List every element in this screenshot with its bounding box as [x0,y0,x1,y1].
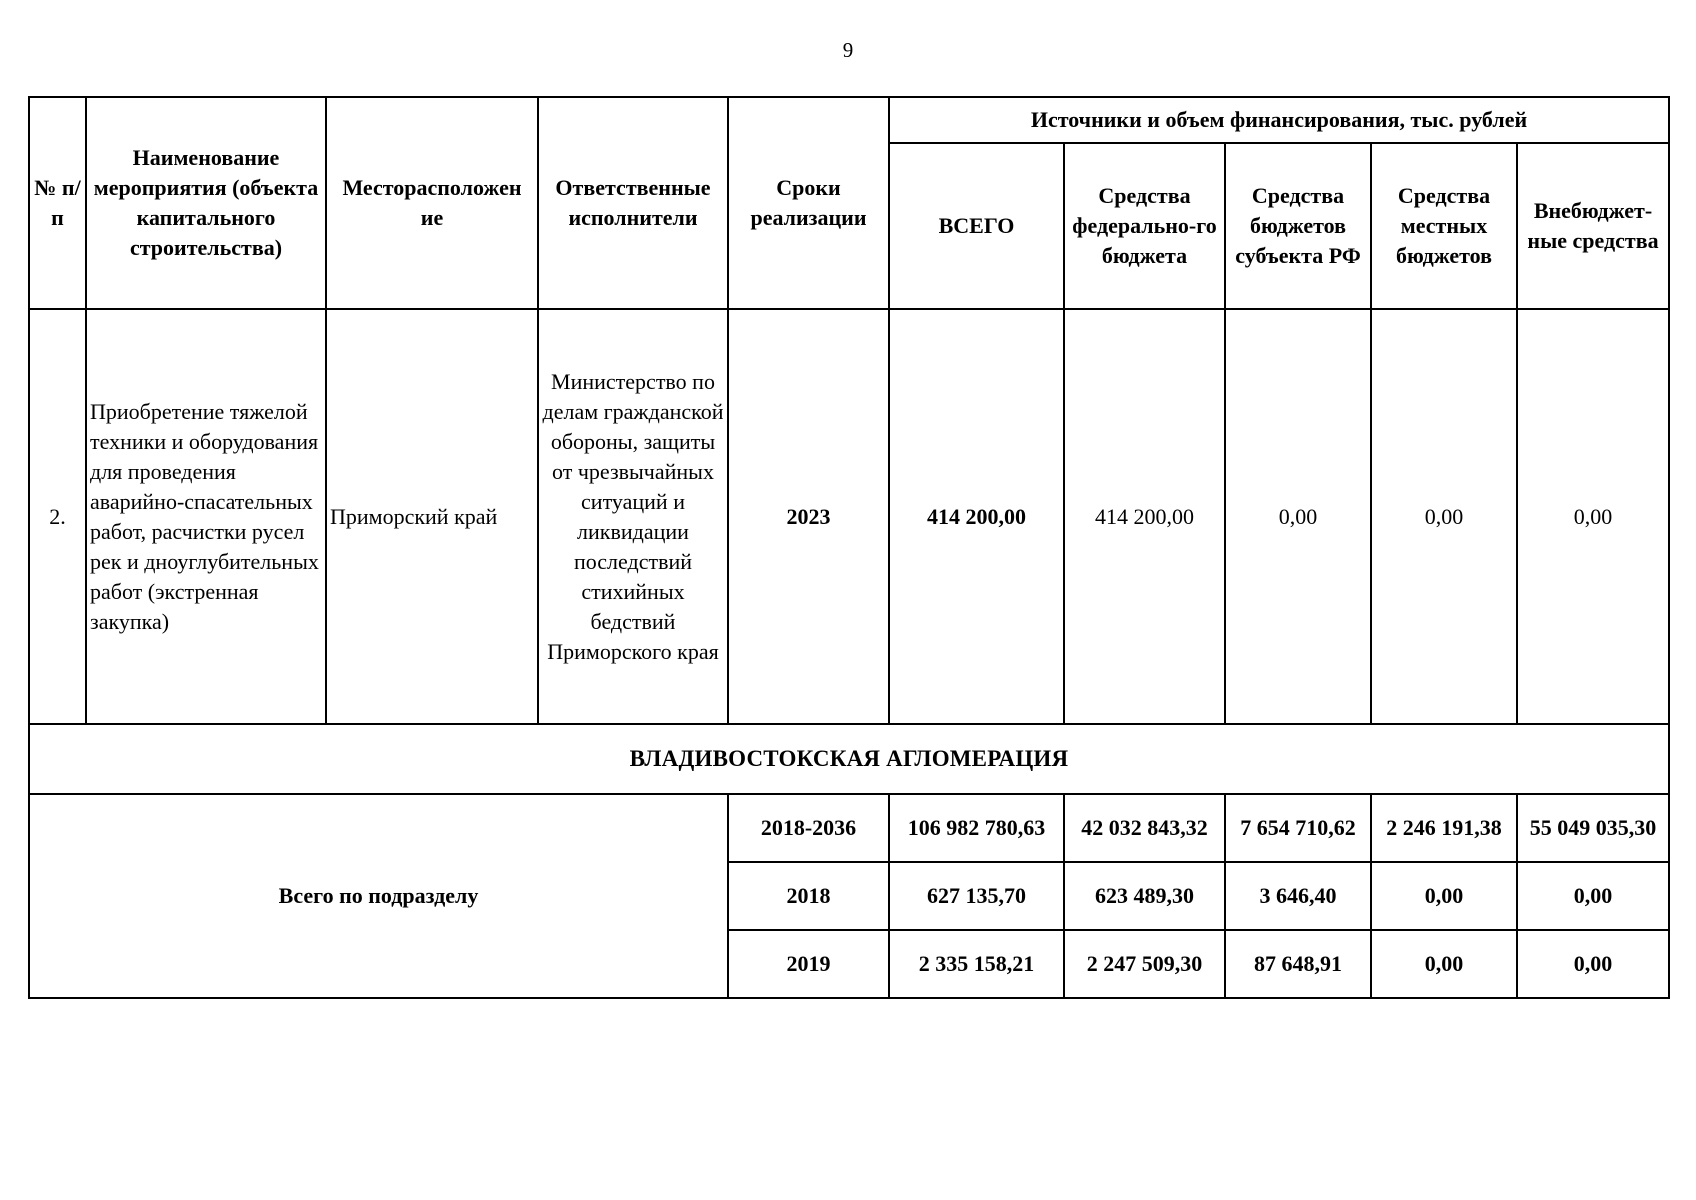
subtotal-federal: 42 032 843,32 [1064,794,1225,862]
row-extra: 0,00 [1517,309,1669,724]
subtotal-subject: 7 654 710,62 [1225,794,1371,862]
header-federal: Средства федерально-го бюджета [1064,143,1225,309]
table-row [29,309,1669,724]
row-federal: 414 200,00 [1064,309,1225,724]
subtotal-extra: 0,00 [1517,862,1669,930]
subtotal-federal: 2 247 509,30 [1064,930,1225,998]
header-terms: Сроки реализации [728,97,889,309]
header-funding-group: Источники и объем финансирования, тыс. рублей [889,97,1669,143]
subtotal-total: 627 135,70 [889,862,1064,930]
row-responsible: Министерство по делам гражданской обороны, защиты от чрезвычайных ситуаций и ликвидации последствий стихийных бедствий Приморского края [538,309,728,724]
header-responsible: Ответственные исполнители [538,97,728,309]
subtotal-local: 0,00 [1371,930,1517,998]
subtotal-label: Всего по подразделу [29,794,728,998]
subtotal-period: 2019 [728,930,889,998]
row-total: 414 200,00 [889,309,1064,724]
row-local: 0,00 [1371,309,1517,724]
subtotal-extra: 55 049 035,30 [1517,794,1669,862]
section-title: ВЛАДИВОСТОКСКАЯ АГЛОМЕРАЦИЯ [29,724,1669,794]
row-num: 2. [29,309,86,724]
subtotal-period: 2018 [728,862,889,930]
subtotal-period: 2018-2036 [728,794,889,862]
subtotal-subject: 87 648,91 [1225,930,1371,998]
header-row-1 [29,97,1669,143]
page-number: 9 [842,38,854,62]
subtotal-extra: 0,00 [1517,930,1669,998]
subtotal-total: 106 982 780,63 [889,794,1064,862]
subtotal-row [29,794,1669,862]
row-location: Приморский край [326,309,538,724]
section-row [29,724,1669,794]
row-subject: 0,00 [1225,309,1371,724]
header-extra: Внебюджет-ные средства [1517,143,1669,309]
header-local: Средства местных бюджетов [1371,143,1517,309]
header-num: № п/п [29,97,86,309]
row-terms: 2023 [728,309,889,724]
subtotal-total: 2 335 158,21 [889,930,1064,998]
row-name: Приобретение тяжелой техники и оборудования для проведения аварийно-спасательных работ, расчистки русел рек и дноуглубительных работ (экстренная закупка) [86,309,326,724]
header-location: Месторасположен ие [326,97,538,309]
header-total: ВСЕГО [889,143,1064,309]
header-name: Наименование мероприятия (объекта капитального строительства) [86,97,326,309]
subtotal-federal: 623 489,30 [1064,862,1225,930]
header-subject: Средства бюджетов субъекта РФ [1225,143,1371,309]
subtotal-subject: 3 646,40 [1225,862,1371,930]
funding-table [28,96,1670,999]
subtotal-local: 2 246 191,38 [1371,794,1517,862]
subtotal-local: 0,00 [1371,862,1517,930]
